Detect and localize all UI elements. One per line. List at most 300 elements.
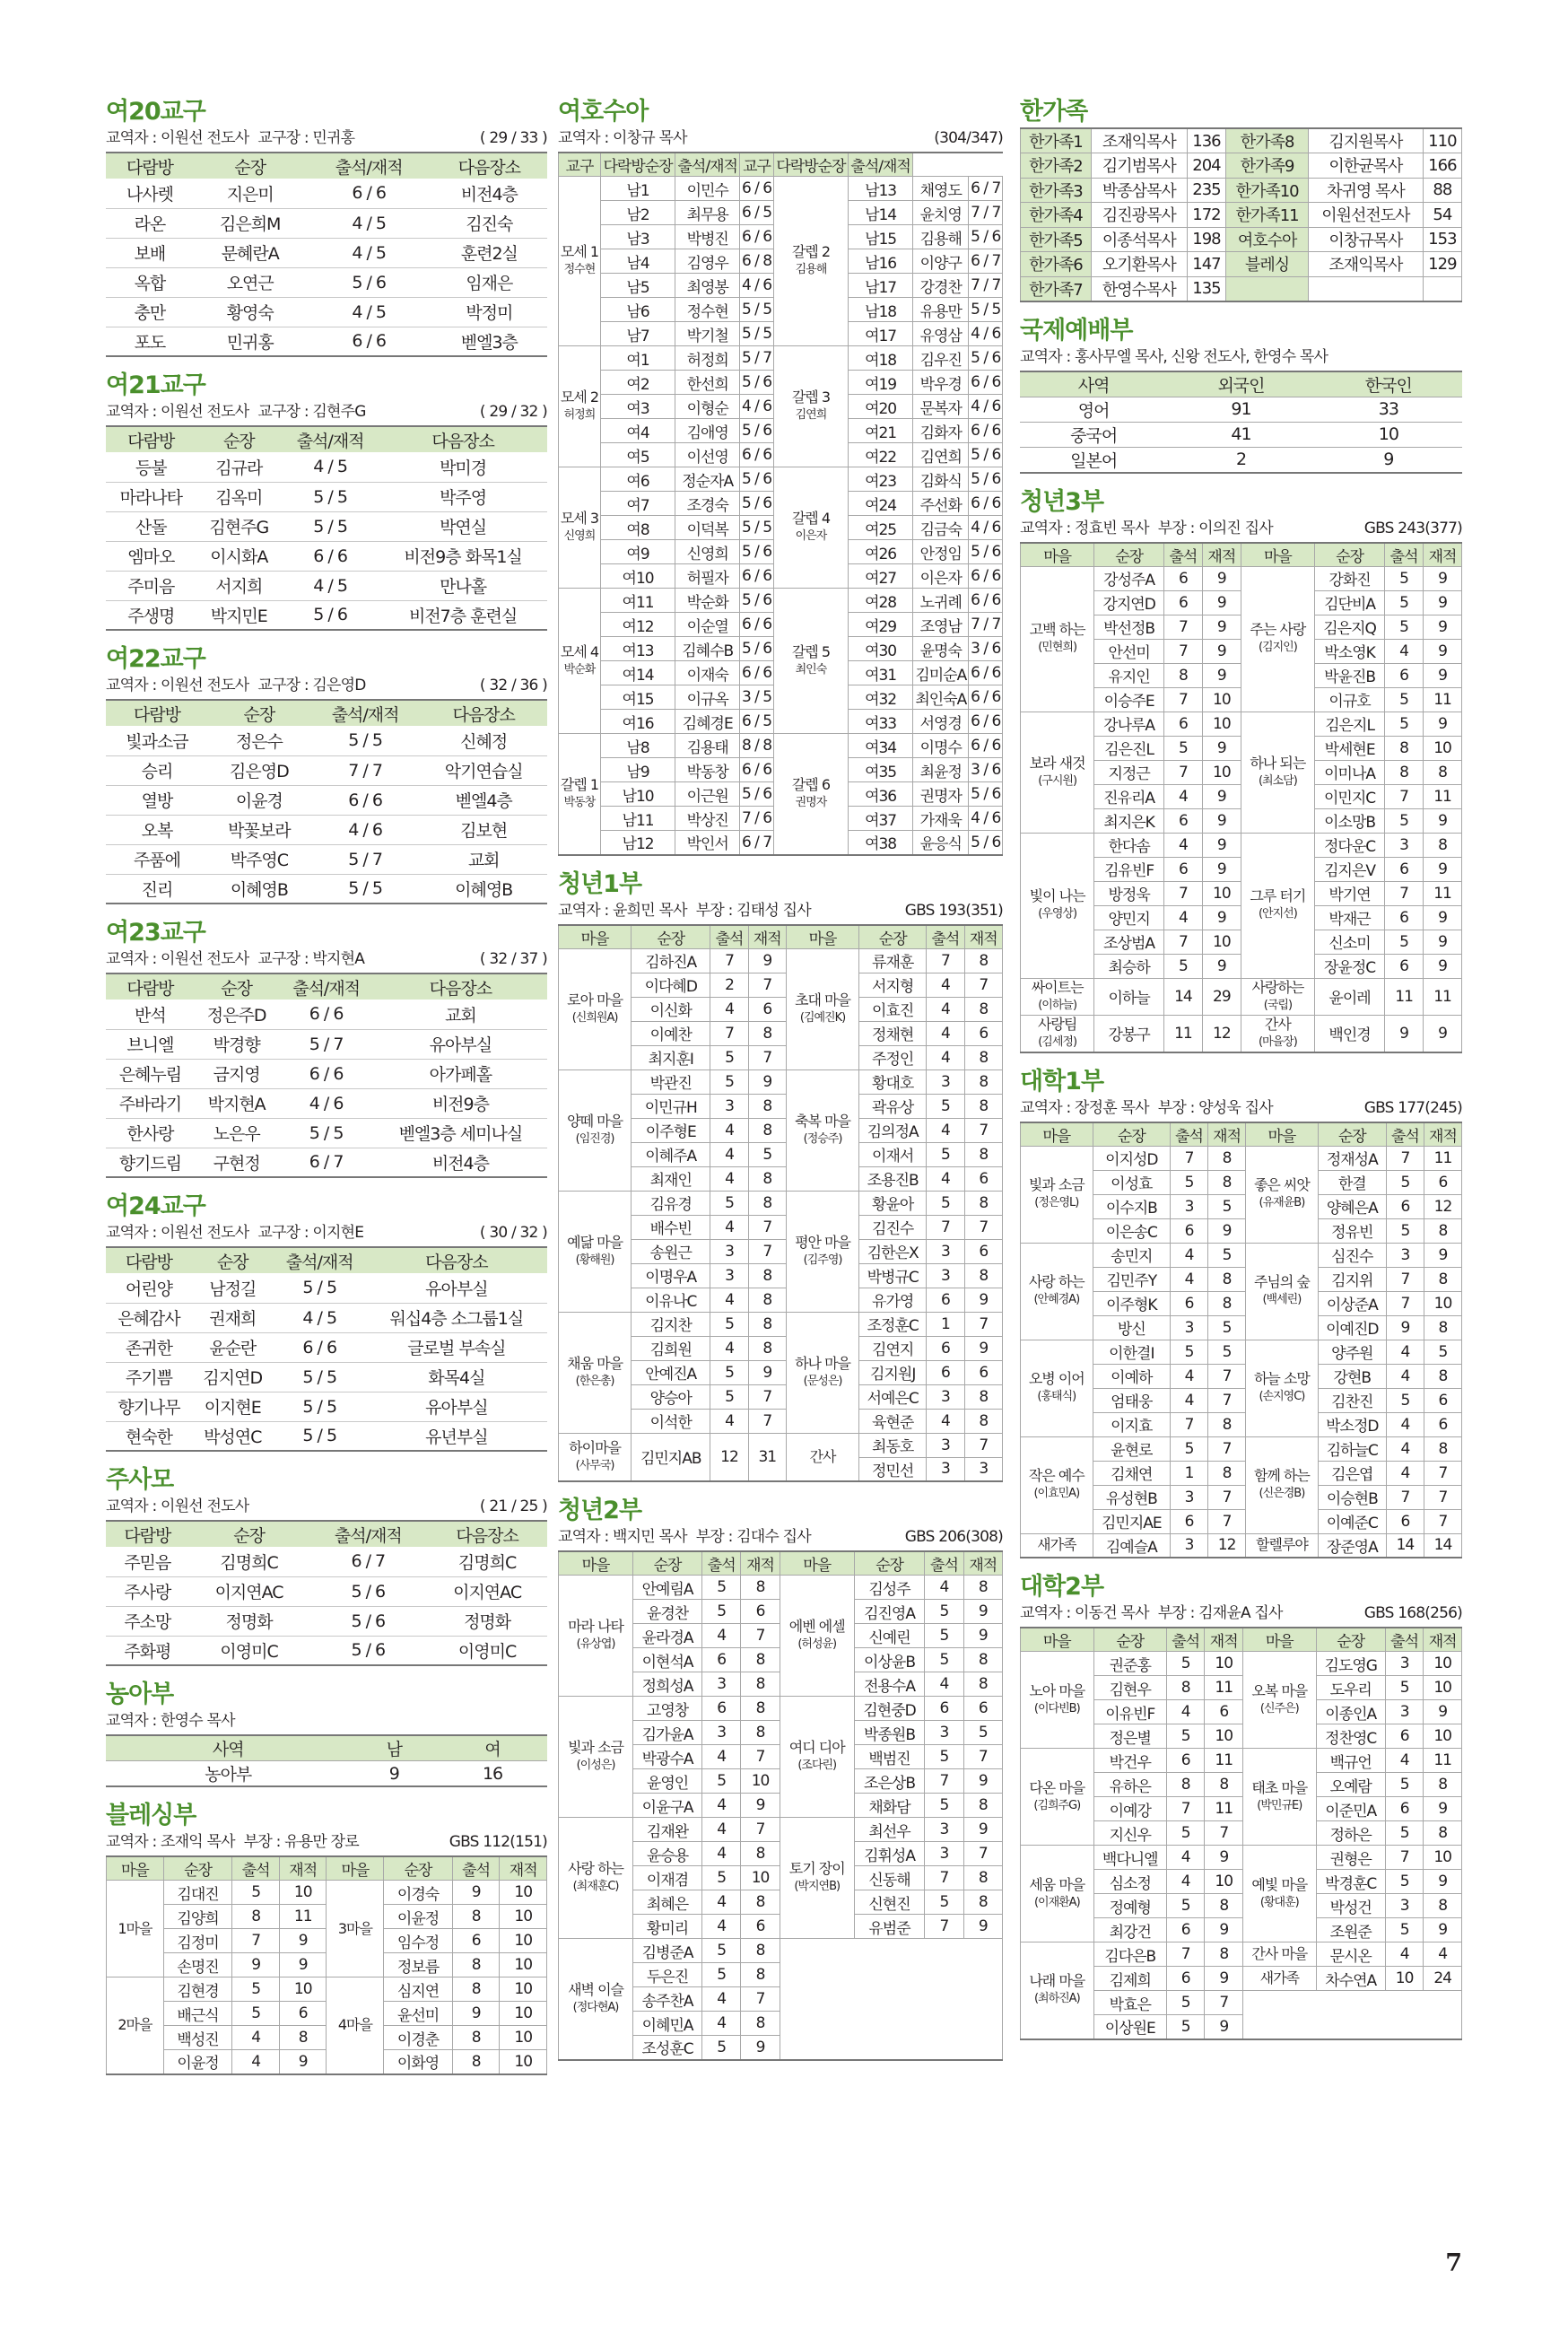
table-row [107,1977,547,2002]
village-name [1241,712,1314,833]
column-header: 출석 [925,1551,963,1576]
enrolled: 5 [1424,1340,1461,1364]
leader-name: 이선영 [675,443,740,467]
cell: 91 [1167,397,1314,422]
attendance: 4 / 6 [969,516,1003,540]
enrolled: 9 [963,1600,1002,1624]
leader-name: 윤명숙 [913,637,969,661]
column-header: 마을 [1021,1628,1094,1652]
leader-name: 이성효 [1093,1170,1170,1194]
leader-name: 이명수 [913,734,969,758]
enrolled: 11 [1205,1749,1243,1773]
leader-name: 신현진 [854,1890,925,1915]
village-head: (황해원) [575,1253,614,1267]
attendance: 6 / 7 [309,1547,427,1576]
table-row [106,726,547,755]
attendance: 4 [1386,1412,1424,1436]
leader-name: 최재인 [632,1166,710,1191]
group-name: 충만 [106,297,194,327]
enrolled: 9 [1424,1870,1462,1894]
subtitle-leader: 교구장 : 김은영D [257,677,366,694]
attendance: 8 [1385,760,1424,784]
table-row [1021,227,1462,252]
table-row [559,1433,1003,1457]
family-section [1020,97,1462,302]
enrolled: 9 [964,1336,1002,1360]
attendance: 5 / 6 [740,371,774,395]
village-name [1021,1749,1094,1846]
parish-group [559,177,601,346]
column-header: 다음장소 [427,1521,547,1547]
table-row [1021,1533,1462,1558]
enrolled: 10 [741,1769,780,1794]
leader-name: 박주영C [208,844,310,874]
parish-section [106,644,547,904]
attendance: 5 / 7 [278,1029,373,1059]
room-code: 여35 [849,758,913,782]
column-header: 마을 [559,1551,633,1576]
table-row [1021,252,1462,277]
enrolled: 8 [964,1409,1002,1433]
leader-name: 조원준 [1316,1918,1385,1942]
enrolled: 8 [741,1939,780,1963]
attendance: 5 [927,1094,964,1118]
enrolled: 10 [1424,1676,1462,1700]
attendance: 6 / 7 [969,249,1003,274]
column-right [1020,97,1462,2054]
room-code: 여14 [600,661,675,685]
leader-name: 심진수 [1318,1243,1386,1267]
next-place: 훈련2실 [431,238,547,267]
village-name [327,1977,384,2074]
subtitle-count: ( 30 / 32 ) [479,1224,547,1242]
room-code: 여33 [849,710,913,734]
leader-name: 박기철 [675,322,740,346]
column-header: 재적 [963,1551,1002,1576]
attendance: 5 [1166,1652,1205,1676]
column-header: 출석 [702,1551,741,1576]
table-row [1021,128,1462,153]
attendance: 6 [927,1288,964,1312]
section-subtitle [1020,519,1462,538]
enrolled: 8 [741,1842,780,1866]
attendance: 4 [1171,1243,1208,1267]
village-head: (박민규E) [1257,1798,1302,1812]
attendance: 3 [710,1239,748,1263]
attendance: 3 / 6 [969,758,1003,782]
enrolled: 9 [279,1929,327,1953]
table-row [106,1148,547,1177]
cell: 9 [1315,447,1462,473]
enrolled: 9 [1202,905,1241,930]
parish-group [559,467,601,589]
enrolled: 7 [741,1818,780,1842]
family-name: 한가족11 [1226,203,1309,228]
room-code: 남5 [600,274,675,298]
attendance: 7 [1163,881,1202,905]
attendance: 6 / 7 [969,177,1003,201]
enrolled: 8 [741,1648,780,1672]
village-label: 할렐루야 [1255,1536,1308,1554]
enrolled: 7 [748,1239,786,1263]
subtitle-minister: 교역자 : 정효빈 목사 [1020,519,1149,537]
attendance: 3 [925,1818,963,1842]
room-code: 여28 [849,589,913,613]
column-header: 재적 [1424,1628,1462,1652]
leader-name: 정재성A [1318,1146,1386,1170]
enrolled: 9 [1202,808,1241,833]
village-label: 예닮 마을 [567,1233,623,1251]
group-name: 한사랑 [106,1118,195,1148]
leader-name: 유지인 [1094,663,1164,687]
pastor-name: 차귀영 목사 [1309,178,1424,203]
attendance: 9 [452,2002,500,2026]
leader-name: 이시화A [196,541,282,571]
parish-group-label: 모세 3 [560,510,599,527]
village-name [786,1069,858,1191]
intl-section [1020,316,1462,474]
village-head: (이하늘) [1038,998,1077,1012]
enrolled: 9 [279,1953,327,1977]
village-label: 그루 터기 [1250,887,1306,904]
enrolled: 9 [1424,954,1462,978]
attendance: 5 / 6 [309,1606,427,1636]
group-name: 주생명 [106,600,196,630]
count: 153 [1423,227,1461,252]
attendance: 4 / 6 [969,395,1003,419]
parish-group-label: 갈렙 4 [791,510,831,527]
parish-group-label: 갈렙 1 [560,775,599,793]
attendance: 8 [1163,663,1202,687]
room-code: 여13 [600,637,675,661]
village-head: (구시원) [1038,773,1077,788]
enrolled: 9 [748,1069,786,1094]
enrolled: 8 [1424,760,1462,784]
table-row [559,1818,1003,1842]
subtitle-count: ( 21 / 25 ) [479,1497,547,1515]
count: 204 [1187,153,1225,179]
next-place: 글로벌 부속실 [366,1332,547,1362]
table-row [106,600,547,630]
table-row [106,1421,547,1451]
column-header: 순장 [1094,543,1164,567]
room-code: 여2 [600,371,675,395]
joshua-section [558,97,1003,856]
village-label: 다온 마을 [1029,1778,1085,1796]
attendance: 10 [1385,1967,1424,1991]
village-head: (임진경) [575,1131,614,1146]
attendance: 5 [232,1977,280,2002]
enrolled: 11 [1205,1676,1243,1700]
next-place: 정명화 [427,1606,547,1636]
enrolled: 10 [1202,712,1241,736]
subtitle-count: GBS 243(377) [1363,519,1462,537]
attendance: 5 [232,2002,280,2026]
leader-name: 김지은V [1315,857,1385,881]
village-label: 빛과 소금 [568,1739,623,1756]
attendance: 4 [1171,1388,1208,1412]
village-head: (마을장) [1258,1035,1297,1049]
leader-name: 윤치영 [913,201,969,225]
attendance: 5 / 6 [309,1636,427,1665]
enrolled: 8 [279,2026,327,2050]
village-label: 4마을 [337,2016,372,2034]
subtitle-minister: 교역자 : 윤희민 목사 [558,901,687,920]
column-header: 다락방순장 [600,153,675,177]
enrolled: 10 [1424,1652,1462,1676]
enrolled: 9 [1202,784,1241,808]
leader-name: 정희성A [633,1672,702,1697]
attendance: 4 [1166,1870,1205,1894]
leader-name: 윤응식 [913,831,969,855]
leader-name: 이효진 [859,997,927,1021]
village-head: (안지선) [1258,907,1297,921]
leader-name: 오예람 [1316,1773,1385,1797]
room-code: 여32 [849,685,913,710]
attendance: 6 / 6 [278,1000,373,1029]
leader-name: 권재희 [192,1303,274,1332]
table-row [106,1576,547,1606]
room-code: 남11 [600,807,675,831]
attendance: 3 [1171,1533,1208,1558]
leader-name: 김지찬 [632,1312,710,1336]
leader-name: 주선화 [913,492,969,516]
leader-name: 김연희 [913,443,969,467]
attendance: 5 [702,1963,741,1987]
attendance: 4 [710,1215,748,1239]
attendance: 6 / 6 [969,589,1003,613]
leader-name: 서예은C [859,1384,927,1409]
leader-name: 박순화 [675,589,740,613]
header-row [106,1521,547,1547]
table-row [559,1576,1003,1600]
village-label: 오병 이어 [1028,1370,1085,1387]
subtitle-minister: 교역자 : 백지민 목사 [558,1528,687,1546]
table-row [106,815,547,844]
subtitle-count: GBS 177(245) [1363,1098,1462,1117]
room-code: 여26 [849,540,913,564]
group-name: 어린양 [106,1273,192,1303]
enrolled: 8 [1424,1218,1461,1243]
next-place: 비전9층 [374,1088,547,1118]
attendance: 3 [710,1094,748,1118]
parish-group-label: 갈렙 5 [791,642,831,660]
leader-name: 가재욱 [913,807,969,831]
enrolled: 7 [963,1745,1002,1769]
table-row [106,1059,547,1088]
village-table [106,1855,547,2075]
enrolled: 10 [1205,1652,1243,1676]
cell: 일본어 [1020,447,1167,473]
leader-name: 한선희 [675,371,740,395]
attendance: 4 [927,997,964,1021]
group-name: 향기나무 [106,1392,192,1421]
parish-group-label: 갈렙 2 [791,243,831,260]
header-row [1021,1122,1462,1147]
leader-name: 김은희M [194,208,307,238]
leader-name: 이소망B [1315,808,1385,833]
enrolled: 9 [1424,639,1462,663]
leader-name: 박성연C [192,1421,274,1451]
attendance: 5 / 5 [740,298,774,322]
attendance: 5 [1385,1918,1424,1942]
table-row [106,179,547,208]
pastor-name: 한영수목사 [1091,276,1187,301]
village-name [107,1881,164,1977]
village-head: (우영상) [1038,907,1077,921]
page-number: 7 [1445,2249,1462,2277]
village-head: (허성윤) [797,1637,837,1651]
section-subtitle [1020,1603,1462,1623]
empty-cell [780,1939,1002,2060]
table-row [559,1939,1003,1963]
table-row [106,327,547,356]
attendance: 7 [710,948,748,973]
leader-name: 김현경 [163,1977,232,2002]
leader-name: 이승주E [1094,687,1164,712]
attendance: 4 [1166,1846,1205,1870]
attendance: 6 [1385,905,1424,930]
leader-name: 이예하 [1093,1364,1170,1388]
table-row [106,208,547,238]
village-name [559,1939,633,2060]
group-name: 향기드림 [106,1148,195,1177]
enrolled: 7 [748,1384,786,1409]
subtitle-gap [248,949,257,969]
leader-name: 김한은X [859,1239,927,1263]
header-row [106,700,547,726]
subtitle-minister: 교역자 : 조재익 목사 [106,1833,235,1851]
enrolled: 24 [1424,1967,1462,1991]
leader-name: 한결 [1318,1170,1386,1194]
column-header: 마을 [327,1856,384,1881]
enrolled: 7 [1208,1485,1246,1509]
village-label: 세움 마을 [1029,1875,1085,1893]
enrolled: 7 [964,1312,1002,1336]
enrolled: 11 [1205,1797,1243,1821]
leader-name: 김재완 [633,1818,702,1842]
subtitle-count: (304/347) [934,129,1003,147]
enrolled: 9 [1424,905,1462,930]
leader-name: 최윤정 [913,758,969,782]
pastor-name: 오기환목사 [1091,252,1187,277]
leader-name: 이상윤B [854,1648,925,1672]
enrolled: 11 [1424,978,1462,1015]
parish-group-label: 갈렙 3 [791,388,831,406]
leader-name: 박꽃보라 [208,815,310,844]
attendance: 6 [1163,712,1202,736]
leader-name: 조은상B [854,1769,925,1794]
group-name: 열방 [106,785,208,815]
subtitle-count: GBS 193(351) [904,901,1003,920]
leader-name: 양주원 [1318,1340,1386,1364]
subtitle-minister: 교역자 : 이동건 목사 [1020,1604,1149,1622]
leader-name: 김하진A [632,948,710,973]
enrolled: 9 [1424,615,1462,639]
leader-name: 윤이레 [1315,978,1385,1015]
village-name [1246,1340,1319,1436]
enrolled: 9 [1202,615,1241,639]
leader-name: 이다혜D [632,973,710,997]
column-header: 순장 [1315,543,1385,567]
enrolled: 10 [1424,1846,1462,1870]
header-row [107,1856,547,1881]
attendance: 8 [452,1977,500,2002]
table-row [106,1118,547,1148]
attendance: 4 [1386,1436,1424,1461]
cell: 농아부 [106,1761,351,1787]
header-row [106,973,547,1000]
enrolled: 7 [964,1215,1002,1239]
parish-group-leader: 최인숙 [795,662,827,677]
table-row [1021,1652,1462,1676]
room-code: 여27 [849,564,913,589]
next-place: 교회 [420,844,547,874]
enrolled: 9 [1424,808,1462,833]
enrolled: 10 [1424,1291,1461,1315]
table-row [1021,712,1462,736]
column-header: 마을 [780,1551,854,1576]
enrolled: 4 [1424,1942,1462,1967]
subtitle-leader: 교구장 : 이지현E [257,1224,364,1242]
enrolled: 10 [279,1977,327,2002]
cell: 41 [1167,422,1314,447]
section-title: 대학2부 [1020,1573,1104,1601]
leader-name: 양민지 [1094,905,1164,930]
attendance: 5 [702,2036,741,2060]
leader-name: 이형순 [675,395,740,419]
attendance: 6 / 7 [740,831,774,855]
leader-name: 이예준C [1318,1509,1386,1533]
attendance: 6 / 6 [969,685,1003,710]
attendance: 6 [1385,857,1424,881]
attendance: 5 [710,1312,748,1336]
attendance: 5 [1166,1991,1205,2015]
leader-name: 박관진 [632,1069,710,1094]
room-code: 남6 [600,298,675,322]
enrolled: 8 [964,997,1002,1021]
leader-name: 백인경 [1315,1015,1385,1052]
attendance: 4 [710,1336,748,1360]
header-row [559,1551,1003,1576]
leader-name: 정찬영C [1316,1724,1385,1749]
leader-name: 김은지Q [1315,615,1385,639]
room-code: 여5 [600,443,675,467]
village-head: (유상엽) [576,1637,615,1651]
leader-name: 신소미 [1315,930,1385,954]
leader-name: 김용해 [913,225,969,249]
group-name: 등불 [106,452,196,482]
column-header: 출석/재적 [282,426,379,452]
village-head: (민현희) [1038,641,1077,654]
column-header: 순장 [195,973,279,1000]
attendance: 4 [925,1576,963,1600]
group-name: 주화평 [106,1636,189,1665]
leader-name: 박광수A [633,1745,702,1769]
table-row [1021,833,1462,857]
subtitle-minister: 교역자 : 이원선 전도사 [106,129,249,147]
attendance: 12 [710,1433,748,1481]
leader-name: 이하늘 [1094,978,1164,1015]
village-label: 사랑 하는 [568,1860,623,1877]
enrolled: 8 [741,1890,780,1915]
column-header: 출석/재적 [310,700,421,726]
leader-name: 최인숙A [913,685,969,710]
leader-name: 황미리 [633,1915,702,1939]
attendance: 5 [1385,1676,1424,1700]
attendance: 5 / 5 [282,482,379,511]
enrolled: 9 [1205,1967,1243,1991]
